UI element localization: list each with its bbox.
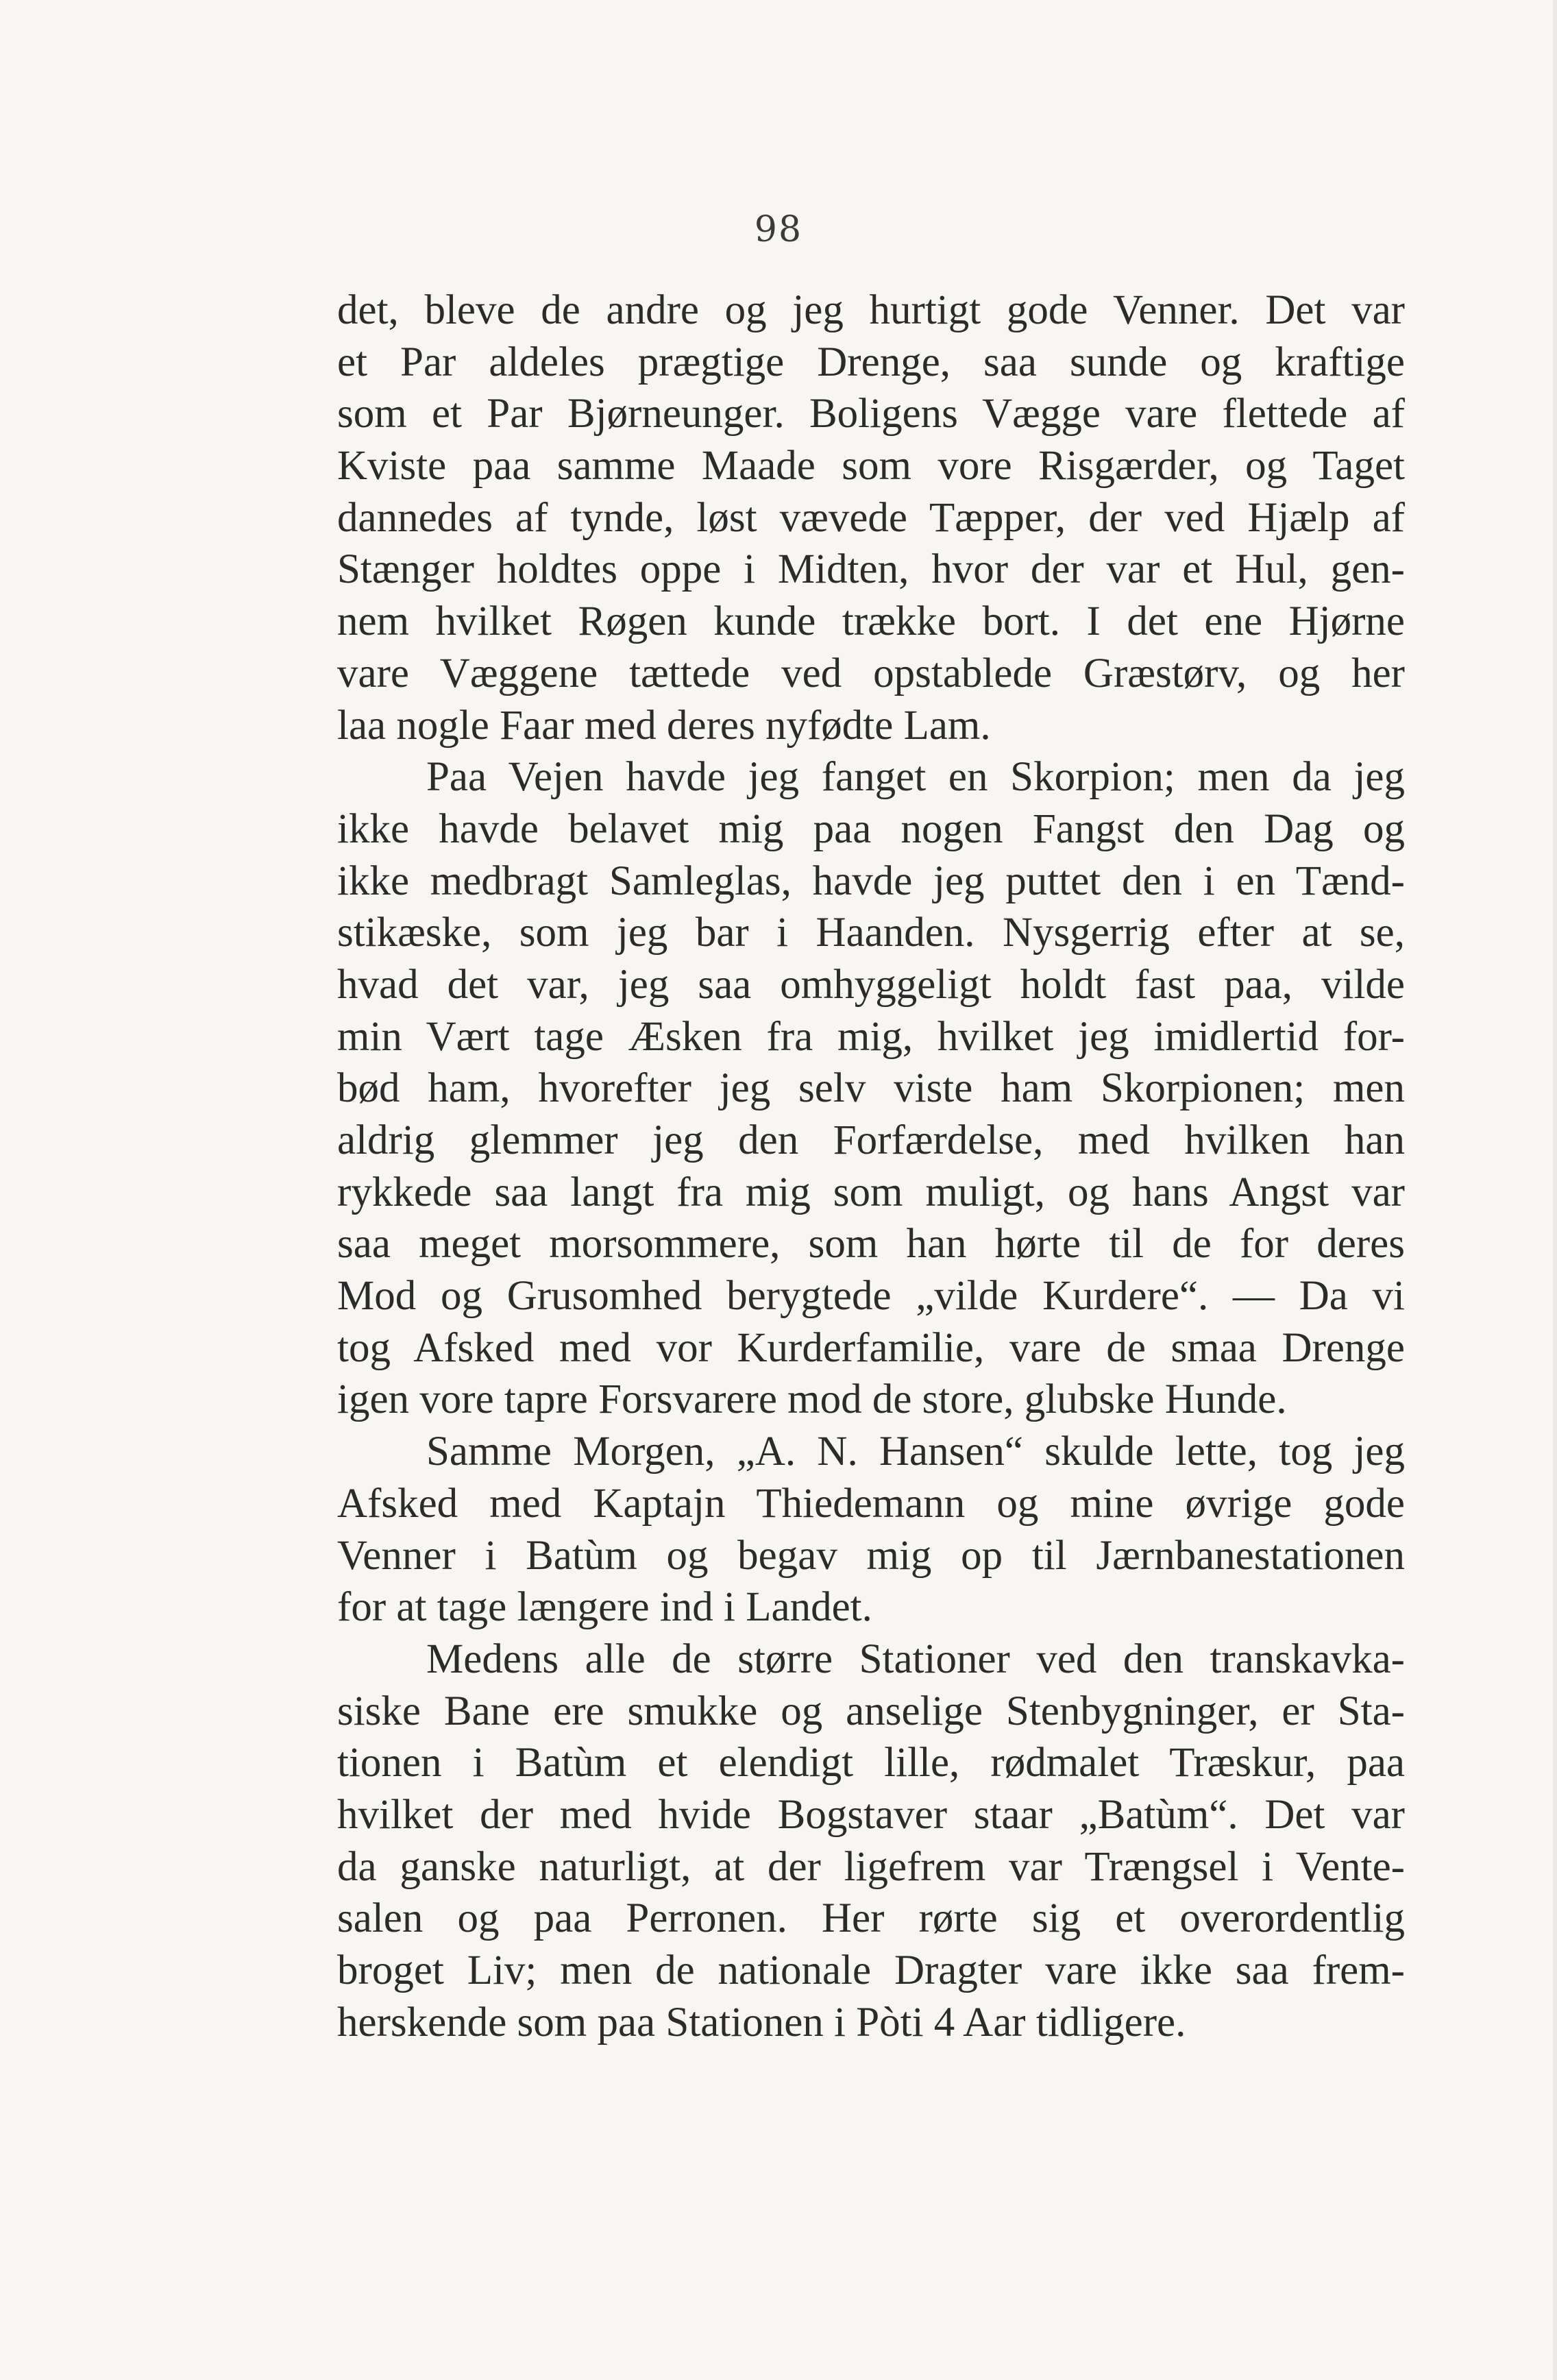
text-line: aldrig glemmer jeg den Forfærdelse, med hvilken han [337,1117,1405,1163]
paragraph-start-line: Samme Morgen, „A. N. Hansen“ skulde lette, tog jeg [426,1429,1405,1475]
text-line: Kviste paa samme Maade som vore Risgærder, og Taget [337,443,1405,489]
text-line: igen vore tapre Forsvarere mod de store, glubske Hunde. [337,1376,1287,1423]
text-line: vare Væggene tættede ved opstablede Græstørv, og her [337,650,1405,696]
text-line: stikæske, som jeg bar i Haanden. Nysgerrig efter at se, [337,910,1405,956]
body-text [337,284,1405,2048]
text-line: tionen i Batùm et elendigt lille, rødmalet Træskur, paa [337,1740,1405,1786]
text-line: herskende som paa Stationen i Pòti 4 Aar tidligere. [337,1999,1186,2045]
text-line: min Vært tage Æsken fra mig, hvilket jeg imidlertid for- [337,1013,1405,1060]
text-line: som et Par Bjørneunger. Boligens Vægge vare flettede af [337,391,1405,437]
text-line: laa nogle Faar med deres nyfødte Lam. [337,702,991,749]
page-edge [1553,0,1557,2380]
text-line: dannedes af tynde, løst vævede Tæpper, der ved Hjælp af [337,494,1405,541]
text-line: nem hvilket Røgen kunde trække bort. I det ene Hjørne [337,598,1405,645]
text-line: broget Liv; men de nationale Dragter vare ikke saa frem- [337,1947,1405,1993]
text-line: Mod og Grusomhed berygtede „vilde Kurdere“. — Da vi [337,1273,1405,1320]
text-line: det, bleve de andre og jeg hurtigt gode Venner. Det var [337,287,1405,333]
text-line: bød ham, hvorefter jeg selv viste ham Skorpionen; men [337,1065,1405,1112]
text-line: ikke medbragt Samleglas, havde jeg puttet den i en Tænd- [337,858,1405,904]
text-line: rykkede saa langt fra mig som muligt, og hans Angst var [337,1169,1405,1215]
paragraph-start-line: Medens alle de større Stationer ved den transkavka- [426,1636,1405,1682]
text-line: saa meget morsommere, som han hørte til de for deres [337,1221,1405,1267]
text-line: Venner i Batùm og begav mig op til Jærnbanestationen [337,1532,1405,1579]
text-line: et Par aldeles prægtige Drenge, saa sunde og kraftige [337,339,1405,385]
text-line: tog Afsked med vor Kurderfamilie, vare de smaa Drenge [337,1324,1405,1371]
text-line: da ganske naturligt, at der ligefrem var Trængsel i Vente- [337,1843,1405,1890]
text-line: for at tage længere ind i Landet. [337,1584,872,1631]
text-line: hvilket der med hvide Bogstaver staar „Batùm“. Det var [337,1791,1405,1838]
text-line: Afsked med Kaptajn Thiedemann og mine øvrige gode [337,1480,1405,1527]
page-number: 98 [754,209,803,250]
paragraph-start-line: Paa Vejen havde jeg fanget en Skorpion; men da jeg [426,754,1405,801]
text-line: Stænger holdtes oppe i Midten, hvor der var et Hul, gen- [337,546,1405,593]
text-line: ikke havde belavet mig paa nogen Fangst den Dag og [337,805,1405,852]
text-line: hvad det var, jeg saa omhyggeligt holdt fast paa, vilde [337,961,1405,1008]
text-line: siske Bane ere smukke og anselige Stenbygninger, er Sta- [337,1688,1405,1734]
text-line: salen og paa Perronen. Her rørte sig et overordentlig [337,1895,1405,1942]
